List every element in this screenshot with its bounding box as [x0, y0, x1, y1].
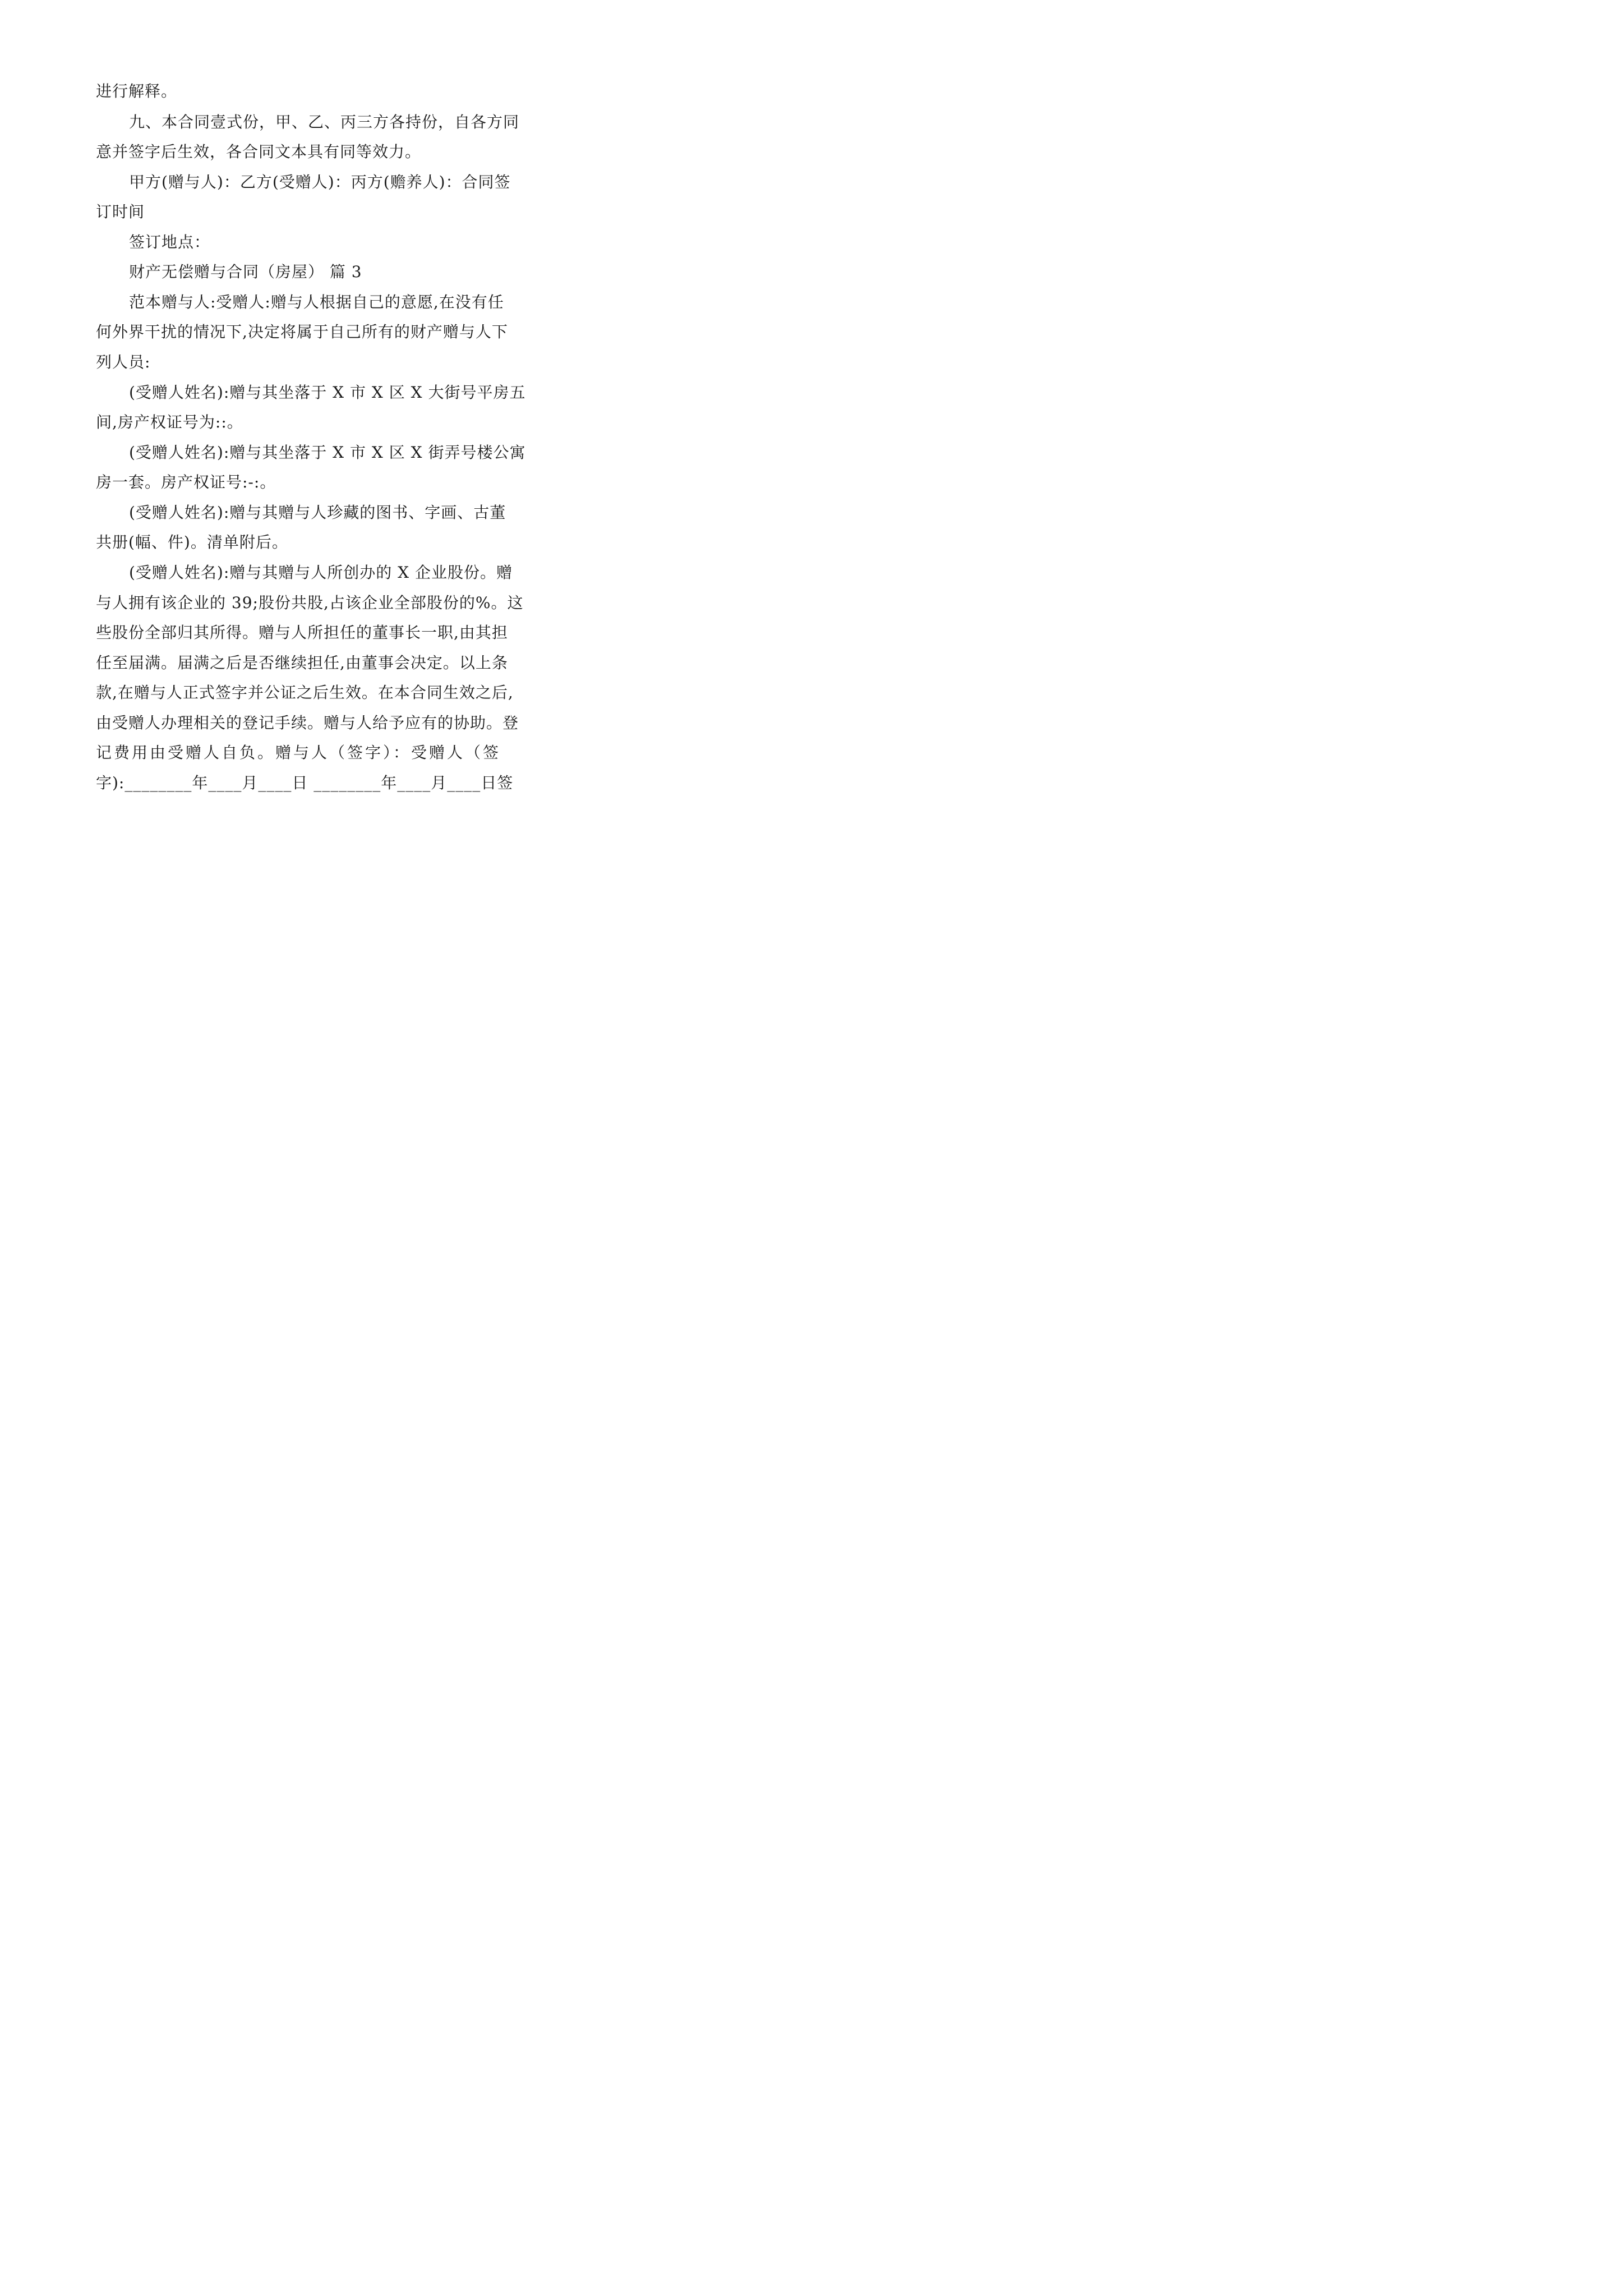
paragraph-line: 共册(幅、件)。清单附后。 — [96, 533, 288, 551]
paragraph-line: 进行解释。 — [96, 82, 178, 100]
date-blanks-line: 字):________年____月____日 ________年____月____日签 — [96, 774, 514, 792]
paragraph-line: 列人员: — [96, 353, 151, 371]
paragraph-line: 款,在赠与人正式签字并公证之后生效。在本合同生效之后, — [96, 683, 514, 702]
paragraph-line: 与人拥有该企业的 39;股份共股,占该企业全部股份的%。这 — [96, 593, 524, 612]
paragraph-line: 范本赠与人:受赠人:赠与人根据自己的意愿,在没有任 — [129, 293, 504, 311]
paragraph-line: (受赠人姓名):赠与其坐落于 X 市 X 区 X 街弄号楼公寓 — [129, 443, 526, 462]
signing-place-line: 签订地点： — [129, 233, 211, 251]
paragraph-line: 任至届满。届满之后是否继续担任,由董事会决定。以上条 — [96, 654, 508, 672]
paragraph-line: (受赠人姓名):赠与其赠与人珍藏的图书、字画、古董 — [129, 503, 506, 522]
paragraph-line: 些股份全部归其所得。赠与人所担任的董事长一职,由其担 — [96, 623, 508, 642]
section-heading: 财产无偿赠与合同（房屋） 篇 3 — [129, 263, 362, 281]
paragraph-line: 房一套。房产权证号:-:。 — [96, 473, 276, 491]
signature-line: 记费用由受赠人自负。赠与人（签字）：受赠人（签 — [96, 743, 501, 762]
document-page — [0, 0, 617, 873]
paragraph-line: 订时间 — [96, 203, 145, 221]
paragraph-line: 意并签字后生效，各合同文本具有同等效力。 — [96, 142, 422, 161]
paragraph-line: 何外界干扰的情况下,决定将属于自己所有的财产赠与人下 — [96, 323, 508, 341]
paragraph-line: (受赠人姓名):赠与其坐落于 X 市 X 区 X 大街号平房五 — [129, 383, 526, 402]
signature-parties-line: 甲方(赠与人)：乙方(受赠人)：丙方(赡养人)：合同签 — [129, 173, 511, 191]
paragraph-line: 由受赠人办理相关的登记手续。赠与人给予应有的协助。登 — [96, 714, 519, 732]
paragraph-line: (受赠人姓名):赠与其赠与人所创办的 X 企业股份。赠 — [129, 563, 513, 582]
clause-nine-line: 九、本合同壹式份，甲、乙、丙三方各持份，自各方同 — [129, 113, 520, 131]
paragraph-line: 间,房产权证号为::。 — [96, 413, 243, 431]
